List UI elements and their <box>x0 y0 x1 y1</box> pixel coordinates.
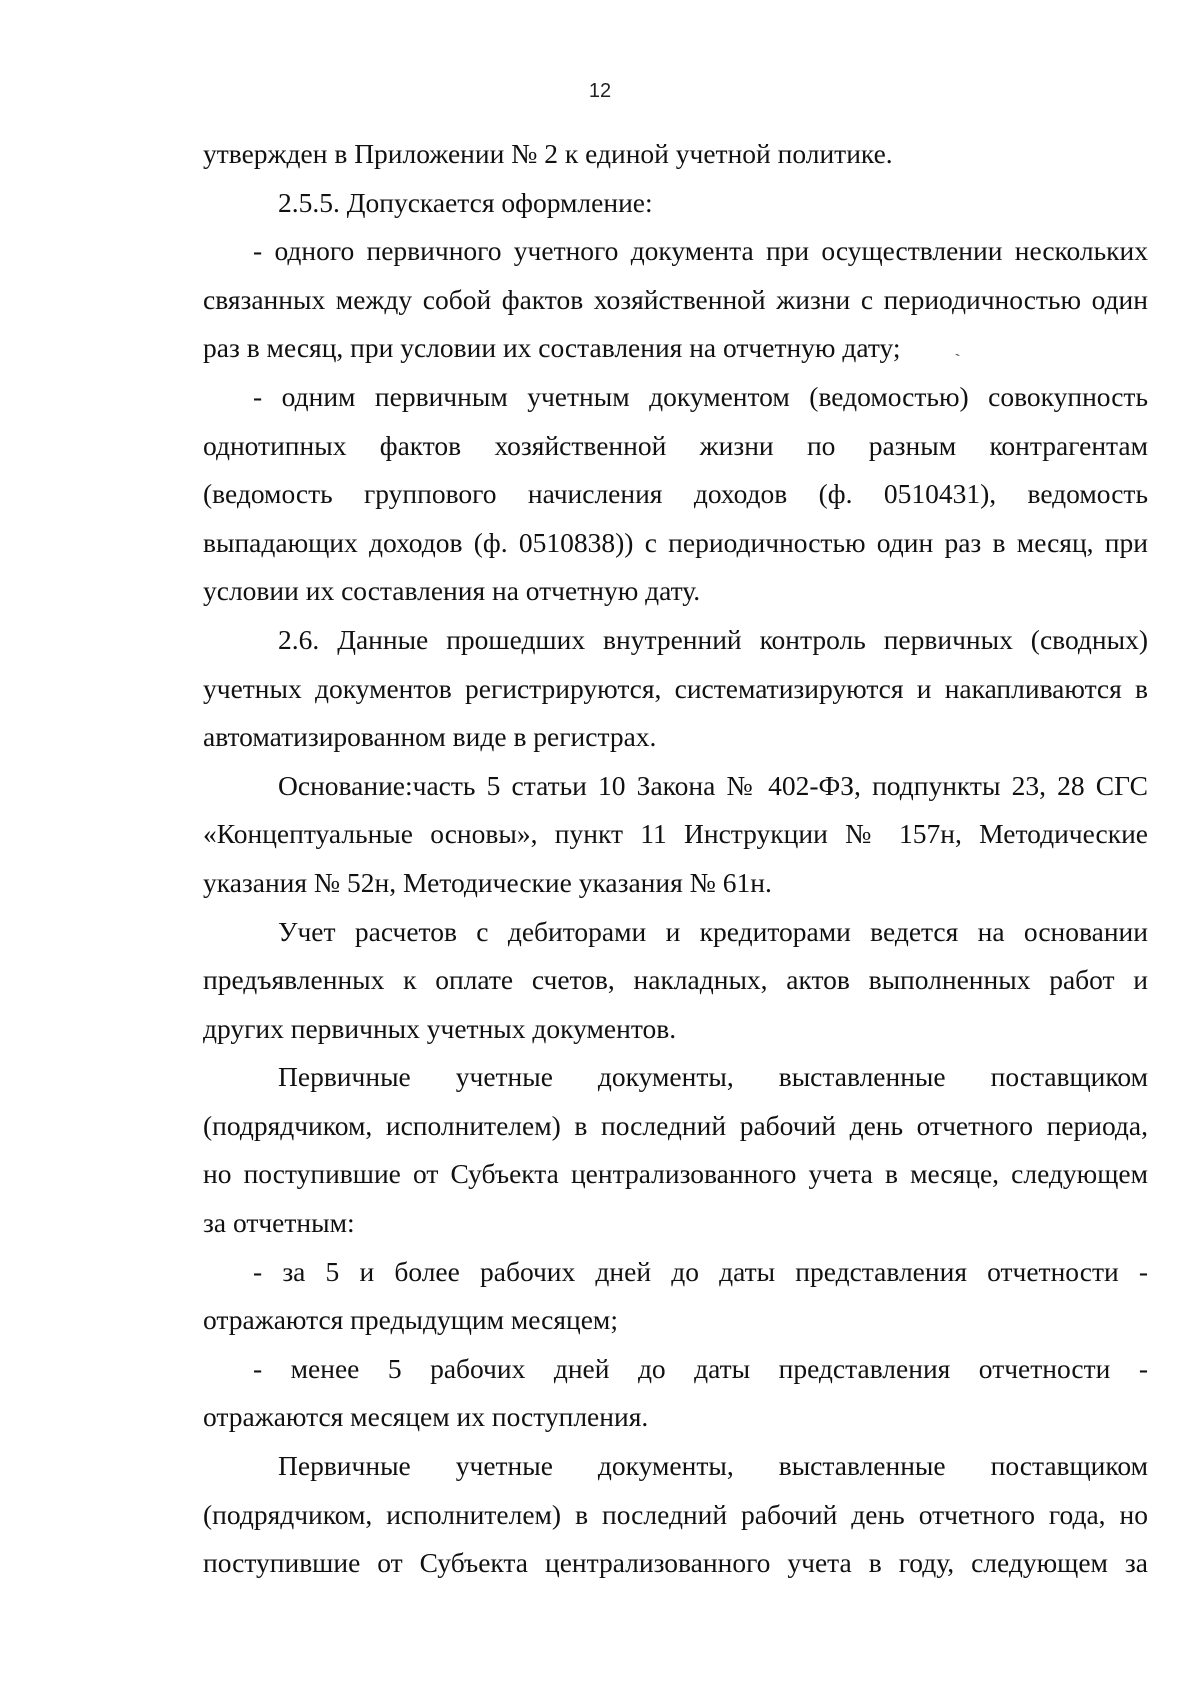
document-body <box>203 130 1148 1588</box>
page-number: 12 <box>588 80 612 102</box>
paragraph-line: - менее 5 рабочих дней до даты представления отчетности - <box>253 1352 1148 1384</box>
paragraph-line: автоматизированном виде в регистрах. <box>203 721 657 753</box>
paragraph-line: предъявленных к оплате счетов, накладных, актов выполненных работ и <box>203 964 1148 996</box>
paragraph-line: - одного первичного учетного документа при осуществлении нескольких <box>253 235 1148 267</box>
paragraph-line: других первичных учетных документов. <box>203 1012 677 1044</box>
paragraph-line: но поступившие от Субъекта централизованного учета в месяце, следующем <box>203 1158 1148 1190</box>
paragraph-line: утвержден в Приложении № 2 к единой учетной политике. <box>203 138 893 169</box>
paragraph-line: «Концептуальные основы», пункт 11 Инструкции № 157н, Методические <box>203 818 1148 850</box>
paragraph-line: Первичные учетные документы, выставленные поставщиком <box>278 1061 1148 1093</box>
paragraph-line: - за 5 и более рабочих дней до даты представления отчетности - <box>253 1255 1148 1287</box>
paragraph-line: раз в месяц, при условии их составления на отчетную дату; <box>203 332 901 364</box>
paragraph-line: учетных документов регистрируются, систематизируются и накапливаются в <box>203 672 1148 704</box>
paragraph-line: Основание:часть 5 статьи 10 Закона № 402-ФЗ, подпункты 23, 28 СГС <box>278 769 1148 801</box>
paragraph-line: (подрядчиком, исполнителем) в последний рабочий день отчетного года, но <box>203 1498 1148 1530</box>
paragraph-line: 2.5.5. Допускается оформление: <box>278 186 653 218</box>
paragraph-line: (подрядчиком, исполнителем) в последний рабочий день отчетного периода, <box>203 1109 1148 1141</box>
paragraph-line: (ведомость группового начисления доходов (ф. 0510431), ведомость <box>203 478 1148 510</box>
paragraph-line: за отчетным: <box>203 1207 355 1239</box>
paragraph-line: связанных между собой фактов хозяйственной жизни с периодичностью один <box>203 283 1148 315</box>
paragraph-line: Первичные учетные документы, выставленные поставщиком <box>278 1450 1148 1482</box>
paragraph-line: условии их составления на отчетную дату. <box>203 575 701 607</box>
paragraph-line: указания № 52н, Методические указания № 61н. <box>203 866 772 898</box>
paragraph-line: 2.6. Данные прошедших внутренний контроль первичных (сводных) <box>278 623 1148 655</box>
paragraph-line: поступившие от Субъекта централизованного учета в году, следующем за <box>203 1547 1148 1579</box>
paragraph-line: отражаются месяцем их поступления. <box>203 1401 649 1433</box>
paragraph-line: однотипных фактов хозяйственной жизни по разным контрагентам <box>203 429 1148 461</box>
paragraph-line: - одним первичным учетным документом (ведомостью) совокупность <box>253 380 1148 412</box>
paragraph-line: Учет расчетов с дебиторами и кредиторами ведется на основании <box>278 915 1148 947</box>
pen-mark: ˏ <box>948 336 962 358</box>
paragraph-line: выпадающих доходов (ф. 0510838)) с периодичностью один раз в месяц, при <box>203 526 1148 558</box>
paragraph-line: отражаются предыдущим месяцем; <box>203 1304 618 1336</box>
